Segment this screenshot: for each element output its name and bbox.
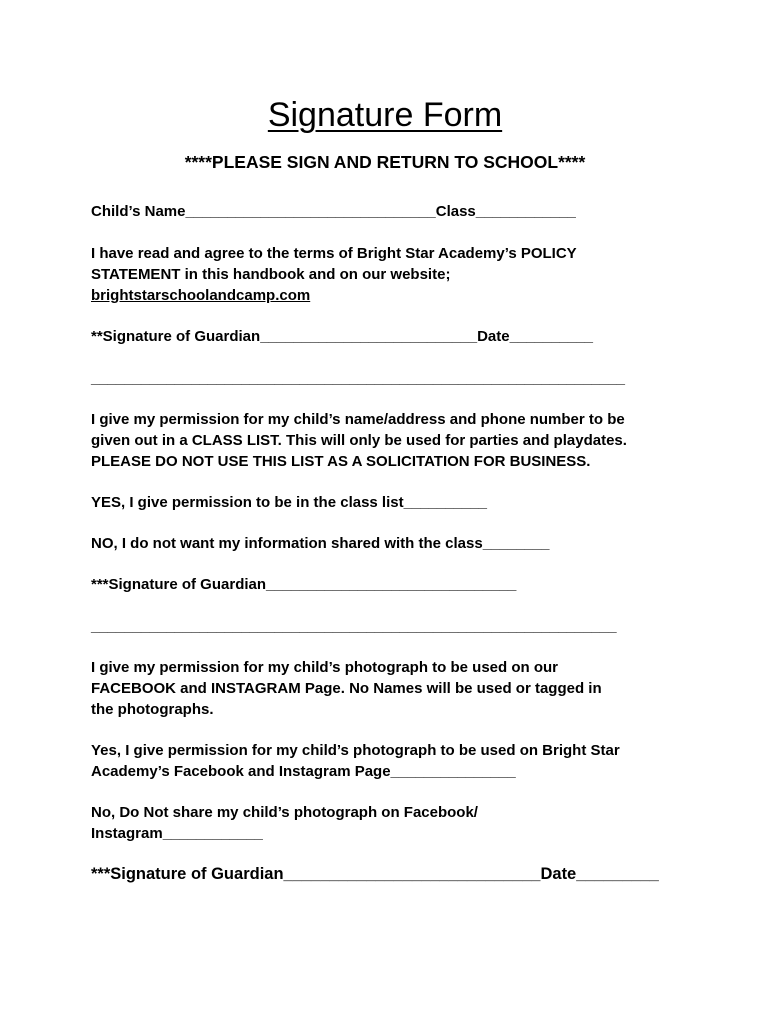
class-list-text-line-2: given out in a CLASS LIST. This will only be used for parties and playdates. bbox=[91, 432, 627, 449]
policy-text-line-2: STATEMENT in this handbook and on our website; bbox=[91, 266, 451, 283]
no-photo-line[interactable]: Instagram____________ bbox=[91, 825, 263, 842]
yes-photo-text-line-1: Yes, I give permission for my child’s photograph to be used on Bright Star bbox=[91, 742, 620, 759]
blank-signature-line-1[interactable]: ________________________________________________________________ bbox=[91, 370, 625, 387]
no-class-list-line[interactable]: NO, I do not want my information shared with the class________ bbox=[91, 535, 550, 552]
photo-permission-text-line-2: FACEBOOK and INSTAGRAM Page. No Names will be used or tagged in bbox=[91, 680, 602, 697]
guardian-signature-date-line-3[interactable]: ***Signature of Guardian____________________________Date_________ bbox=[91, 865, 659, 883]
page-title: Signature Form bbox=[267, 96, 503, 134]
guardian-signature-line-2[interactable]: ***Signature of Guardian______________________________ bbox=[91, 576, 517, 593]
guardian-signature-date-line-1[interactable]: **Signature of Guardian__________________________Date__________ bbox=[91, 328, 594, 345]
no-photo-text-line-1: No, Do Not share my child’s photograph on Facebook/ bbox=[91, 804, 478, 821]
photo-permission-text-line-3: the photographs. bbox=[91, 701, 214, 718]
photo-permission-text-line-1: I give my permission for my child’s photograph to be used on our bbox=[91, 659, 558, 676]
policy-text-line-1: I have read and agree to the terms of Bright Star Academy’s POLICY bbox=[91, 245, 577, 262]
class-list-text-line-3: PLEASE DO NOT USE THIS LIST AS A SOLICITATION FOR BUSINESS. bbox=[91, 453, 591, 470]
yes-photo-line[interactable]: Academy’s Facebook and Instagram Page_______________ bbox=[91, 763, 516, 780]
yes-class-list-line[interactable]: YES, I give permission to be in the class list__________ bbox=[91, 494, 488, 511]
blank-signature-line-2[interactable]: _______________________________________________________________ bbox=[91, 618, 617, 635]
website-link[interactable]: brightstarschoolandcamp.com bbox=[91, 287, 311, 304]
subtitle: ****PLEASE SIGN AND RETURN TO SCHOOL**** bbox=[184, 152, 586, 172]
class-list-text-line-1: I give my permission for my child’s name/address and phone number to be bbox=[91, 411, 625, 428]
child-name-class-line[interactable]: Child’s Name______________________________Class____________ bbox=[91, 203, 576, 220]
